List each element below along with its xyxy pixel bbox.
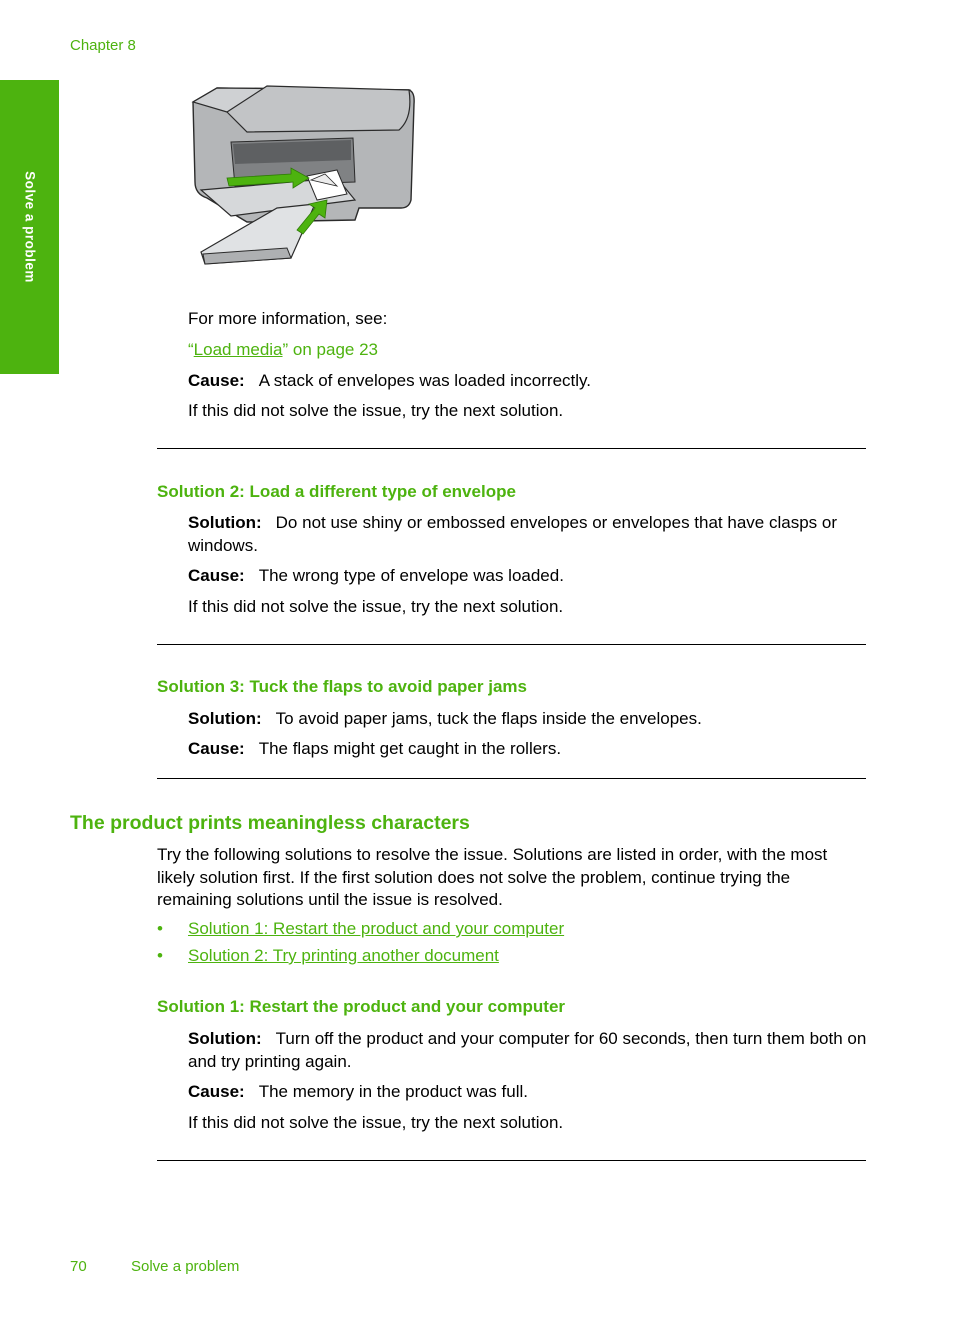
solution-2-link[interactable]: Solution 2: Try printing another document	[188, 946, 499, 965]
page-number: 70	[70, 1258, 87, 1275]
cause-paragraph	[188, 737, 868, 760]
cause-paragraph	[188, 369, 868, 392]
next-solution-text: If this did not solve the issue, try the next solution.	[188, 401, 564, 420]
solution-paragraph	[188, 1027, 868, 1073]
solution-paragraph	[188, 511, 868, 557]
solution-text: Turn off the product and your computer for 60 seconds, then turn them both on and try printing again.	[188, 1029, 867, 1071]
bullet-item	[157, 919, 565, 939]
next-solution-text: If this did not solve the issue, try the next solution.	[188, 1113, 564, 1132]
load-media-reference	[188, 338, 868, 361]
footer-section-label: Solve a problem	[131, 1258, 240, 1275]
solution-heading: Solution 1: Restart the product and your computer	[157, 997, 566, 1016]
cause-label: Cause:	[188, 371, 245, 390]
load-media-link[interactable]: Load media	[193, 340, 283, 359]
cause-paragraph	[188, 564, 868, 587]
solution-label: Solution:	[188, 513, 262, 532]
more-info-text: For more information, see:	[188, 309, 388, 328]
cause-text: A stack of envelopes was loaded incorrectly.	[258, 371, 591, 390]
section-heading: The product prints meaningless characters	[70, 812, 470, 834]
chapter-label: Chapter 8	[70, 37, 136, 54]
solution-heading: Solution 3: Tuck the flaps to avoid paper jams	[157, 677, 527, 696]
cause-text: The flaps might get caught in the rollers.	[258, 739, 562, 758]
next-solution-text: If this did not solve the issue, try the next solution.	[188, 597, 564, 616]
divider	[157, 778, 866, 779]
divider	[157, 644, 866, 645]
side-tab	[0, 80, 59, 374]
link-quote-open: “	[188, 340, 194, 359]
divider	[157, 1160, 866, 1161]
solution-label: Solution:	[188, 1029, 262, 1048]
bullet-item	[157, 946, 499, 966]
link-page-suffix: ” on page 23	[282, 340, 378, 359]
cause-label: Cause:	[188, 739, 245, 758]
cause-text: The memory in the product was full.	[258, 1082, 528, 1101]
cause-paragraph	[188, 1080, 868, 1103]
intro-paragraph: Try the following solutions to resolve the issue. Solutions are listed in order, with the most likely solution first. If the first solution does not solve the problem, continue trying the remaining solutions until the issue is resolved.	[157, 845, 828, 909]
divider	[157, 448, 866, 449]
solution-paragraph	[188, 707, 868, 730]
printer-loading-envelopes-illustration	[187, 82, 417, 274]
solution-1-link[interactable]: Solution 1: Restart the product and your computer	[188, 919, 565, 938]
cause-label: Cause:	[188, 566, 245, 585]
bullet-marker: •	[157, 919, 163, 938]
solution-heading: Solution 2: Load a different type of envelope	[157, 482, 516, 501]
solution-label: Solution:	[188, 709, 262, 728]
side-tab-label: Solve a problem	[22, 171, 37, 283]
solution-text: To avoid paper jams, tuck the flaps inside the envelopes.	[275, 709, 702, 728]
solution-text: Do not use shiny or embossed envelopes or envelopes that have clasps or windows.	[188, 513, 837, 555]
cause-label: Cause:	[188, 1082, 245, 1101]
cause-text: The wrong type of envelope was loaded.	[258, 566, 564, 585]
bullet-marker: •	[157, 946, 163, 965]
